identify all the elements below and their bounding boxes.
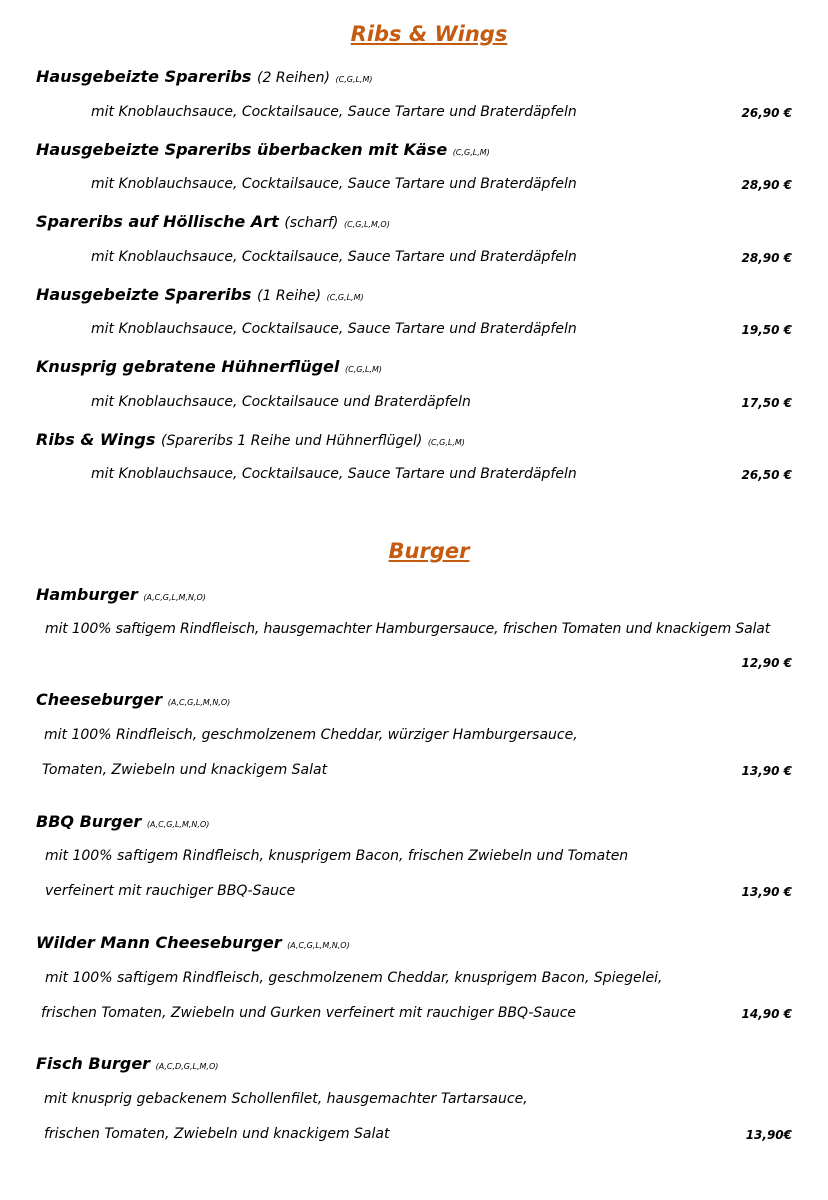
item-description: Tomaten, Zwiebeln und knackigem Salat (42, 762, 328, 778)
item-price: 13,90€ (745, 1128, 792, 1142)
item-title: Fisch Burger (36, 1054, 151, 1073)
item-title: BBQ Burger (36, 812, 142, 831)
allergen-codes: (A,C,G,L,M,N,O) (146, 820, 210, 829)
menu-item-name (36, 140, 490, 159)
item-price: 28,90 € (741, 178, 792, 192)
item-description: verfeinert mit rauchiger BBQ-Sauce (45, 883, 296, 899)
allergen-codes: (C,G,L,M,O) (343, 220, 390, 229)
menu-item-name (36, 212, 390, 231)
item-extra: (2 Reihen) (257, 70, 330, 86)
item-price: 17,50 € (741, 396, 792, 410)
item-description: mit Knoblauchsauce, Cocktailsauce, Sauce Tartare und Braterdäpfeln (91, 321, 577, 337)
item-description: mit 100% saftigem Rindfleisch, geschmolzenem Cheddar, knusprigem Bacon, Spiegelei, (45, 970, 663, 986)
menu-item-name (36, 1054, 218, 1073)
menu-item-name (36, 933, 350, 952)
item-description: mit knusprig gebackenem Schollenfilet, hausgemachter Tartarsauce, (44, 1091, 528, 1107)
item-price: 26,90 € (741, 106, 792, 120)
item-description: frischen Tomaten, Zwiebeln und Gurken verfeinert mit rauchiger BBQ-Sauce (41, 1005, 577, 1021)
allergen-codes: (A,C,G,L,M,N,O) (167, 698, 231, 707)
section-title-ribs-wings: Ribs & Wings (350, 22, 508, 46)
item-description: mit Knoblauchsauce, Cocktailsauce, Sauce Tartare und Braterdäpfeln (91, 104, 577, 120)
section-title-burger: Burger (388, 539, 470, 563)
allergen-codes: (C,G,L,M) (335, 75, 373, 84)
item-title: Knusprig gebratene Hühnerflügel (36, 357, 340, 376)
allergen-codes: (C,G,L,M) (452, 148, 490, 157)
item-description: frischen Tomaten, Zwiebeln und knackigem Salat (44, 1126, 390, 1142)
allergen-codes: (A,C,D,G,L,M,O) (155, 1062, 219, 1071)
item-title: Hamburger (36, 585, 138, 604)
item-title: Cheeseburger (36, 690, 163, 709)
item-title: Wilder Mann Cheeseburger (36, 933, 282, 952)
item-description: mit Knoblauchsauce, Cocktailsauce, Sauce Tartare und Braterdäpfeln (91, 249, 577, 265)
menu-item-name (36, 67, 373, 86)
item-description: mit 100% Rindfleisch, geschmolzenem Cheddar, würziger Hamburgersauce, (44, 727, 578, 743)
allergen-codes: (C,G,L,M) (427, 438, 465, 447)
item-description: mit Knoblauchsauce, Cocktailsauce, Sauce Tartare und Braterdäpfeln (91, 466, 577, 482)
item-title: Ribs & Wings (36, 430, 156, 449)
item-price: 26,50 € (741, 468, 792, 482)
allergen-codes: (C,G,L,M) (326, 293, 364, 302)
item-price: 13,90 € (741, 885, 792, 899)
item-description: mit 100% saftigem Rindfleisch, hausgemachter Hamburgersauce, frischen Tomaten und knackigem Salat (45, 621, 771, 637)
item-title: Hausgebeizte Spareribs (36, 285, 252, 304)
item-description: mit 100% saftigem Rindfleisch, knusprigem Bacon, frischen Zwiebeln und Tomaten (45, 848, 629, 864)
item-price: 12,90 € (741, 656, 792, 670)
item-title: Spareribs auf Höllische Art (36, 212, 279, 231)
item-price: 19,50 € (741, 323, 792, 337)
menu-item-name (36, 585, 206, 604)
item-extra: (scharf) (284, 215, 339, 231)
menu-item-name (36, 357, 382, 376)
item-price: 13,90 € (741, 764, 792, 778)
item-price: 14,90 € (741, 1007, 792, 1021)
item-description: mit Knoblauchsauce, Cocktailsauce und Braterdäpfeln (91, 394, 471, 410)
item-extra: (1 Reihe) (257, 288, 322, 304)
item-title: Hausgebeizte Spareribs (36, 67, 252, 86)
allergen-codes: (C,G,L,M) (344, 365, 382, 374)
item-extra: (Spareribs 1 Reihe und Hühnerflügel) (160, 433, 423, 449)
item-description: mit Knoblauchsauce, Cocktailsauce, Sauce Tartare und Braterdäpfeln (91, 176, 577, 192)
item-title: Hausgebeizte Spareribs überbacken mit Käse (36, 140, 448, 159)
menu-item-name (36, 430, 465, 449)
menu-item-name (36, 285, 364, 304)
menu-item-name (36, 690, 230, 709)
allergen-codes: (A,C,G,L,M,N,O) (143, 593, 206, 602)
allergen-codes: (A,C,G,L,M,N,O) (287, 941, 350, 950)
item-price: 28,90 € (741, 251, 792, 265)
menu-item-name (36, 812, 209, 831)
